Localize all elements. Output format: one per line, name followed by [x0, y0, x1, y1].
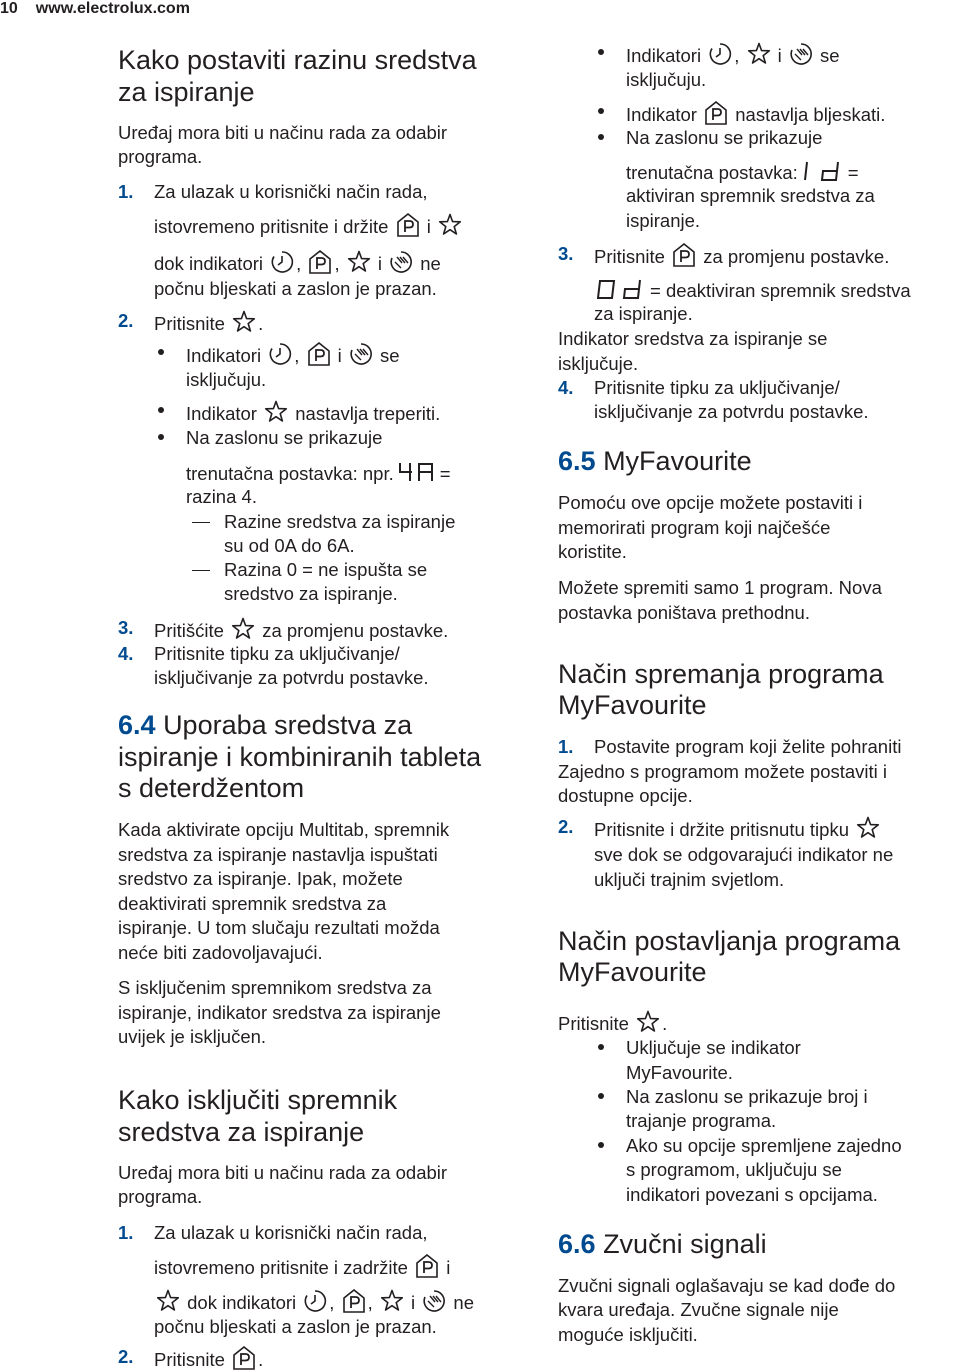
r-set-bullet-3-line-3: indikatori povezani s opcijama.	[626, 1184, 878, 1205]
heading-set-rinse-level-2: za ispiranje	[118, 77, 255, 107]
program-icon	[307, 342, 331, 366]
heading-disable-rinse: Kako isključiti spremnik	[118, 1085, 398, 1115]
program-icon	[308, 250, 332, 274]
r-step-4-line-2: isključivanje za potvrdu postavke.	[594, 401, 869, 422]
star-icon	[747, 42, 771, 66]
para-disabled-3: uvijek je isključen.	[118, 1026, 267, 1047]
r-od-line: = deaktiviran spremnik sredstva	[594, 278, 911, 305]
r-bullet-1-line-2: isključuju.	[626, 69, 707, 90]
bullet-3-line-2: trenutačna postavka: npr. =	[186, 461, 451, 488]
bullet-2: Indikator nastavlja treperiti.	[158, 400, 164, 422]
r-m-step-1-line-2: Zajedno s programom možete postaviti i	[558, 761, 888, 782]
program-icon	[232, 1346, 256, 1370]
off-step-2: 2. Pritisnite .	[118, 1346, 264, 1370]
r-para-3-2: kvara uređaja. Zvučne signale nije	[558, 1299, 839, 1320]
heading-set-rinse-level: Kako postaviti razinu sredstva	[118, 45, 477, 75]
display-id-icon	[801, 160, 845, 187]
heading-6-5: 6.5 MyFavourite	[558, 446, 752, 476]
heading-6-4: 6.4 Uporaba sredstva za	[118, 710, 413, 740]
program-icon	[704, 101, 728, 125]
heading-save-program-2: MyFavourite	[558, 690, 707, 720]
para-multitab-6: neće biti zadovoljavajući.	[118, 942, 323, 963]
off-step-1-line-4: počnu bljeskati a zaslon je prazan.	[154, 1316, 437, 1337]
r-set-bullet-1: Uključuje se indikator	[558, 1037, 604, 1059]
star-icon	[380, 1289, 404, 1313]
r-indicator-1: Indikator sredstva za ispiranje se	[558, 328, 828, 349]
page-header	[0, 0, 190, 18]
display-4a-icon	[397, 461, 437, 488]
step-1: 1. Za ulazak u korisnički način rada,	[118, 181, 428, 202]
r-step-3: 3. Pritisnite za promjenu postavke.	[558, 243, 890, 267]
page-number: 10	[0, 0, 18, 17]
heading-save-program: Način spremanja programa	[558, 659, 884, 689]
r-bullet-3-line-2: trenutačna postavka: =	[626, 160, 859, 187]
intro-text: Uređaj mora biti u načinu rada za odabir	[118, 122, 448, 143]
para-multitab-3: sredstvo za ispiranje. Ipak, možete	[118, 868, 403, 889]
r-bullet-3-line-3: aktiviran spremnik sredstva za	[626, 185, 875, 206]
para-multitab-1: Kada aktivirate opciju Multitab, spremnik	[118, 819, 450, 840]
star-icon	[156, 1289, 180, 1313]
off-step-1: 1. Za ulazak u korisnički način rada,	[118, 1222, 428, 1243]
para-multitab-2: sredstva za ispiranje nastavlja ispuštati	[118, 844, 438, 865]
heading-disable-rinse-2: sredstva za ispiranje	[118, 1117, 365, 1147]
r-para-3-3: moguće isključiti.	[558, 1324, 698, 1345]
rinse-aid-icon	[422, 1289, 446, 1313]
rinse-aid-icon	[789, 42, 813, 66]
heading-set-program-2: MyFavourite	[558, 957, 707, 987]
intro2-text-2: programa.	[118, 1186, 203, 1207]
step-1-line-3: dok indikatori , , i ne	[154, 250, 441, 275]
r-od-line-2: za ispiranje.	[594, 303, 693, 324]
star-icon	[264, 400, 288, 424]
para-disabled-1: S isključenim spremnikom sredstva za	[118, 977, 432, 998]
bullet-1: Indikatori , i se	[158, 342, 164, 364]
bullet-1-line-2: isključuju.	[186, 369, 267, 390]
clock-icon	[708, 42, 732, 66]
intro-text-2: programa.	[118, 146, 203, 167]
off-step-1-line-2: istovremeno pritisnite i zadržite i	[154, 1254, 450, 1279]
bullet-3: Na zaslonu se prikazuje	[158, 427, 164, 449]
r-bullet-2: Indikator nastavlja bljeskati.	[558, 101, 604, 123]
program-icon	[396, 213, 420, 237]
star-icon	[856, 816, 880, 840]
step-2: 2. Pritisnite .	[118, 310, 264, 334]
step-1-line-4: počnu bljeskati a zaslon je prazan.	[154, 278, 437, 299]
heading-set-program: Način postavljanja programa	[558, 926, 901, 956]
step-4: 4. Pritisnite tipku za uključivanje/	[118, 643, 400, 664]
para-multitab-4: deaktivirati spremnik sredstva za	[118, 893, 387, 914]
r-bullet-1: Indikatori , i se	[558, 42, 604, 64]
para-multitab-5: ispiranje. U tom slučaju rezultati možda	[118, 917, 440, 938]
intro2-text: Uređaj mora biti u načinu rada za odabir	[118, 1162, 448, 1183]
dash-1-line-2: su od 0A do 6A.	[224, 535, 355, 556]
r-m-step-1-line-3: dostupne opcije.	[558, 785, 693, 806]
step-3: 3. Pritišćite za promjenu postavke.	[118, 617, 449, 641]
r-set-bullet-1-line-2: MyFavourite.	[626, 1062, 733, 1083]
heading-6-4-line-2: ispiranje i kombiniranih tableta	[118, 742, 482, 772]
para-disabled-2: ispiranje, indikator sredstva za ispiranje	[118, 1002, 441, 1023]
r-para-1-2: memorirati program koji najčešće	[558, 517, 831, 538]
rinse-aid-icon	[349, 342, 373, 366]
star-icon	[438, 213, 462, 237]
r-m-step-2: 2. Pritisnite i držite pritisnutu tipku	[558, 816, 573, 838]
clock-icon	[270, 250, 294, 274]
r-para-2-2: postavka poništava prethodnu.	[558, 602, 810, 623]
program-icon	[672, 243, 696, 267]
r-set-bullet-2: Na zaslonu se prikazuje broj i	[558, 1086, 604, 1108]
star-icon	[231, 617, 255, 641]
program-icon	[342, 1289, 366, 1313]
r-para-2: Možete spremiti samo 1 program. Nova	[558, 577, 882, 598]
heading-6-6: 6.6 Zvučni signali	[558, 1229, 767, 1259]
r-bullet-3-line-4: ispiranje.	[626, 210, 701, 231]
off-step-1-line-3: dok indikatori , , i ne	[154, 1289, 474, 1314]
display-0d-icon	[597, 278, 647, 305]
clock-icon	[268, 342, 292, 366]
r-m-step-2-line-2: sve dok se odgovarajući indikator ne	[594, 844, 894, 865]
r-step-4: 4. Pritisnite tipku za uključivanje/	[558, 377, 840, 398]
r-set-bullet-3: Ako su opcije spremljene zajedno	[558, 1135, 604, 1157]
r-para-1-3: koristite.	[558, 541, 627, 562]
site-url[interactable]: www.electrolux.com	[35, 0, 190, 17]
r-bullet-3: Na zaslonu se prikazuje	[558, 127, 604, 149]
r-m-step-2-line-3: uključi trajnim svjetlom.	[594, 869, 785, 890]
dash-2-line-2: sredstvo za ispiranje.	[224, 583, 398, 604]
r-set-bullet-2-line-2: trajanje programa.	[626, 1110, 777, 1131]
rinse-aid-icon	[389, 250, 413, 274]
r-set-bullet-3-line-2: s programom, uključuju se	[626, 1159, 842, 1180]
dash-2: Razina 0 = ne ispušta se	[192, 559, 427, 581]
r-para-1: Pomoću ove opcije možete postaviti i	[558, 492, 863, 513]
heading-6-4-line-3: s deterdžentom	[118, 773, 305, 803]
program-icon	[415, 1254, 439, 1278]
star-icon	[347, 250, 371, 274]
bullet-3-line-3: razina 4.	[186, 486, 257, 507]
clock-icon	[303, 1289, 327, 1313]
r-indicator-2: isključuje.	[558, 353, 639, 374]
star-icon	[636, 1010, 660, 1034]
r-m-step-1: 1. Postavite program koji želite pohraniti	[558, 736, 902, 757]
r-para-3: Zvučni signali oglašavaju se kad dođe do	[558, 1275, 896, 1296]
dash-1: Razine sredstva za ispiranje	[192, 511, 455, 533]
r-set-press: Pritisnite .	[558, 1010, 667, 1035]
star-icon	[232, 310, 256, 334]
step-4-line-2: isključivanje za potvrdu postavke.	[154, 667, 429, 688]
step-1-line-2: istovremeno pritisnite i držite i	[154, 213, 464, 238]
